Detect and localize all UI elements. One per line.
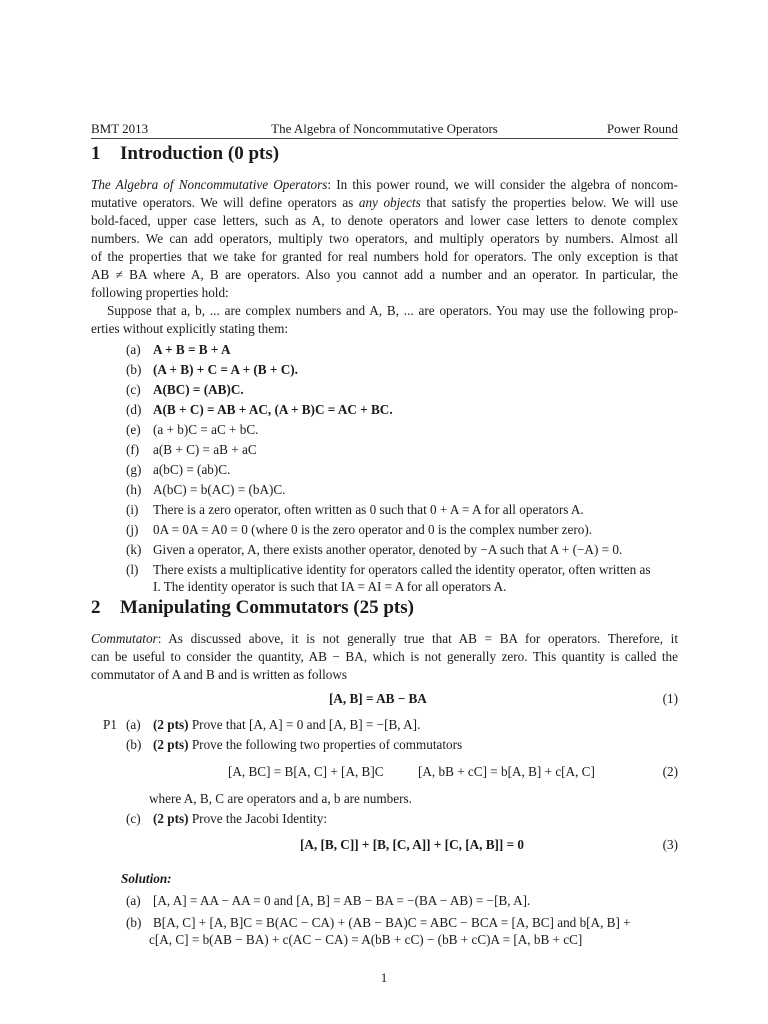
part-label: (b) [126,737,142,752]
section-1-paragraph-line: of the properties that we take for granted for real numbers hold for operators. The only exception is that [91,249,678,264]
property-text: (A + B) + C = A + (B + C). [153,362,298,377]
solution-part-label: (b) [126,915,142,930]
section-1-paragraph-line: numbers. We can add operators, multiply two operators, and multiply operators by numbers. Almost all [91,231,678,246]
solution-part-text: B[A, C] + [A, B]C = B(AC − CA) + (AB − BA)C = ABC − BCA = [A, BC] and b[A, B] + [153,915,631,930]
section-1-paragraph-line [91,176,678,194]
property-label: (b) [126,362,142,377]
intro-line-text: that satisfy the properties below. We will use [420,195,678,210]
part-label: (c) [126,811,141,826]
section-1-paragraph-line: bold-faced, upper case letters, such as A, to denote operators and lower case letters to denote complex [91,213,678,228]
property-text: There is a zero operator, often written as 0 such that 0 + A = A for all operators A. [153,502,584,517]
section-1-heading [91,143,279,165]
section-1-paragraph-line: following properties hold: [91,285,229,300]
commutator-italic-term: Commutator [91,631,158,646]
section-2-paragraph-line: can be useful to consider the quantity, AB − BA, which is not generally zero. This quantity is called the [91,649,678,664]
where-text: where A, B, C are operators and a, b are numbers. [149,791,412,806]
part-text [153,736,462,754]
section-2-title: Manipulating Commutators (25 pts) [120,597,414,618]
equation-2-number: (2) [662,764,678,779]
property-label: (f) [126,442,140,457]
part-body: Prove the Jacobi Identity: [188,811,327,826]
suppose-paragraph-line: Suppose that a, b, ... are complex numbers and A, B, ... are operators. You may use the following prop- [107,303,678,318]
property-label: (e) [126,422,141,437]
property-label: (k) [126,542,142,557]
section-2-paragraph-line [91,630,678,648]
part-points: (2 pts) [153,811,189,826]
solution-part-text: [A, A] = AA − AA = 0 and [A, B] = AB − BA = −(BA − AB) = −[B, A]. [153,893,531,908]
equation-3-number: (3) [662,837,678,852]
part-points: (2 pts) [153,737,189,752]
header-right: Power Round [606,121,678,136]
solution-part-label: (a) [126,893,141,908]
property-text: a(B + C) = aB + aC [153,442,257,457]
property-label: (d) [126,402,142,417]
property-text: There exists a multiplicative identity for operators called the identity operator, often written as [153,562,651,577]
property-text: A + B = B + A [153,342,231,357]
section-1-number: 1 [91,143,101,164]
equation-1: [A, B] = AB − BA [329,691,427,706]
intro-line-text: mutative operators. We will define operators as [91,195,354,210]
solution-label: Solution: [121,871,172,886]
section-2-line-text: : As discussed above, it is not generally true that AB = BA for operators. Therefore, it [157,631,678,646]
property-label: (i) [126,502,139,517]
section-1-paragraph-line [91,194,678,212]
equation-3: [A, [B, C]] + [B, [C, A]] + [C, [A, B]] = 0 [300,837,524,852]
part-text [153,810,327,828]
intro-italic-phrase: any objects [358,195,421,210]
running-header [91,120,678,139]
solution-continuation: c[A, C] = b(AB − BA) + c(AC − CA) = A(bB + cC) − (bB + cC)A = [A, bB + cC] [149,932,583,947]
part-points: (2 pts) [153,717,189,732]
property-text: a(bC) = (ab)C. [153,462,231,477]
part-body: Prove the following two properties of commutators [188,737,463,752]
equation-2-left: [A, BC] = B[A, C] + [A, B]C [228,764,384,779]
property-label: (j) [126,522,139,537]
property-text: A(bC) = b(AC) = (bA)C. [153,482,286,497]
problem-label: P1 [103,717,117,732]
property-item-continuation: I. The identity operator is such that IA = AI = A for all operators A. [153,579,507,594]
section-1-title: Introduction (0 pts) [120,143,280,164]
part-label: (a) [126,717,141,732]
property-label: (h) [126,482,142,497]
property-text: A(BC) = (AB)C. [153,382,244,397]
property-label: (g) [126,462,142,477]
part-text [153,716,420,734]
equation-1-number: (1) [662,691,678,706]
property-text: 0A = 0A = A0 = 0 (where 0 is the zero operator and 0 is the complex number zero). [153,522,593,537]
header-center: The Algebra of Noncommutative Operators [271,121,498,136]
intro-line-text: : In this power round, we will consider the algebra of noncom- [327,177,678,192]
property-text: Given a operator, A, there exists another operator, denoted by −A such that A + (−A) = 0. [153,542,623,557]
section-2-number: 2 [91,597,101,618]
part-body: Prove that [A, A] = 0 and [A, B] = −[B, A]. [188,717,421,732]
property-label: (l) [126,562,139,577]
property-text: (a + b)C = aC + bC. [153,422,259,437]
section-1-paragraph-line: AB ≠ BA where A, B are operators. Also you cannot add a number and an operator. In particular, the [91,267,678,282]
section-2-paragraph-line: commutator of A and B and is written as follows [91,667,348,682]
suppose-paragraph-line: erties without explicitly stating them: [91,321,289,336]
header-left: BMT 2013 [91,121,149,136]
property-text: A(B + C) = AB + AC, (A + B)C = AC + BC. [153,402,393,417]
section-2-heading [91,597,414,619]
property-label: (a) [126,342,141,357]
equation-2-right: [A, bB + cC] = b[A, B] + c[A, C] [418,764,595,779]
intro-italic-term: The Algebra of Noncommutative Operators [91,177,328,192]
property-label: (c) [126,382,141,397]
page-number: 1 [380,970,388,985]
